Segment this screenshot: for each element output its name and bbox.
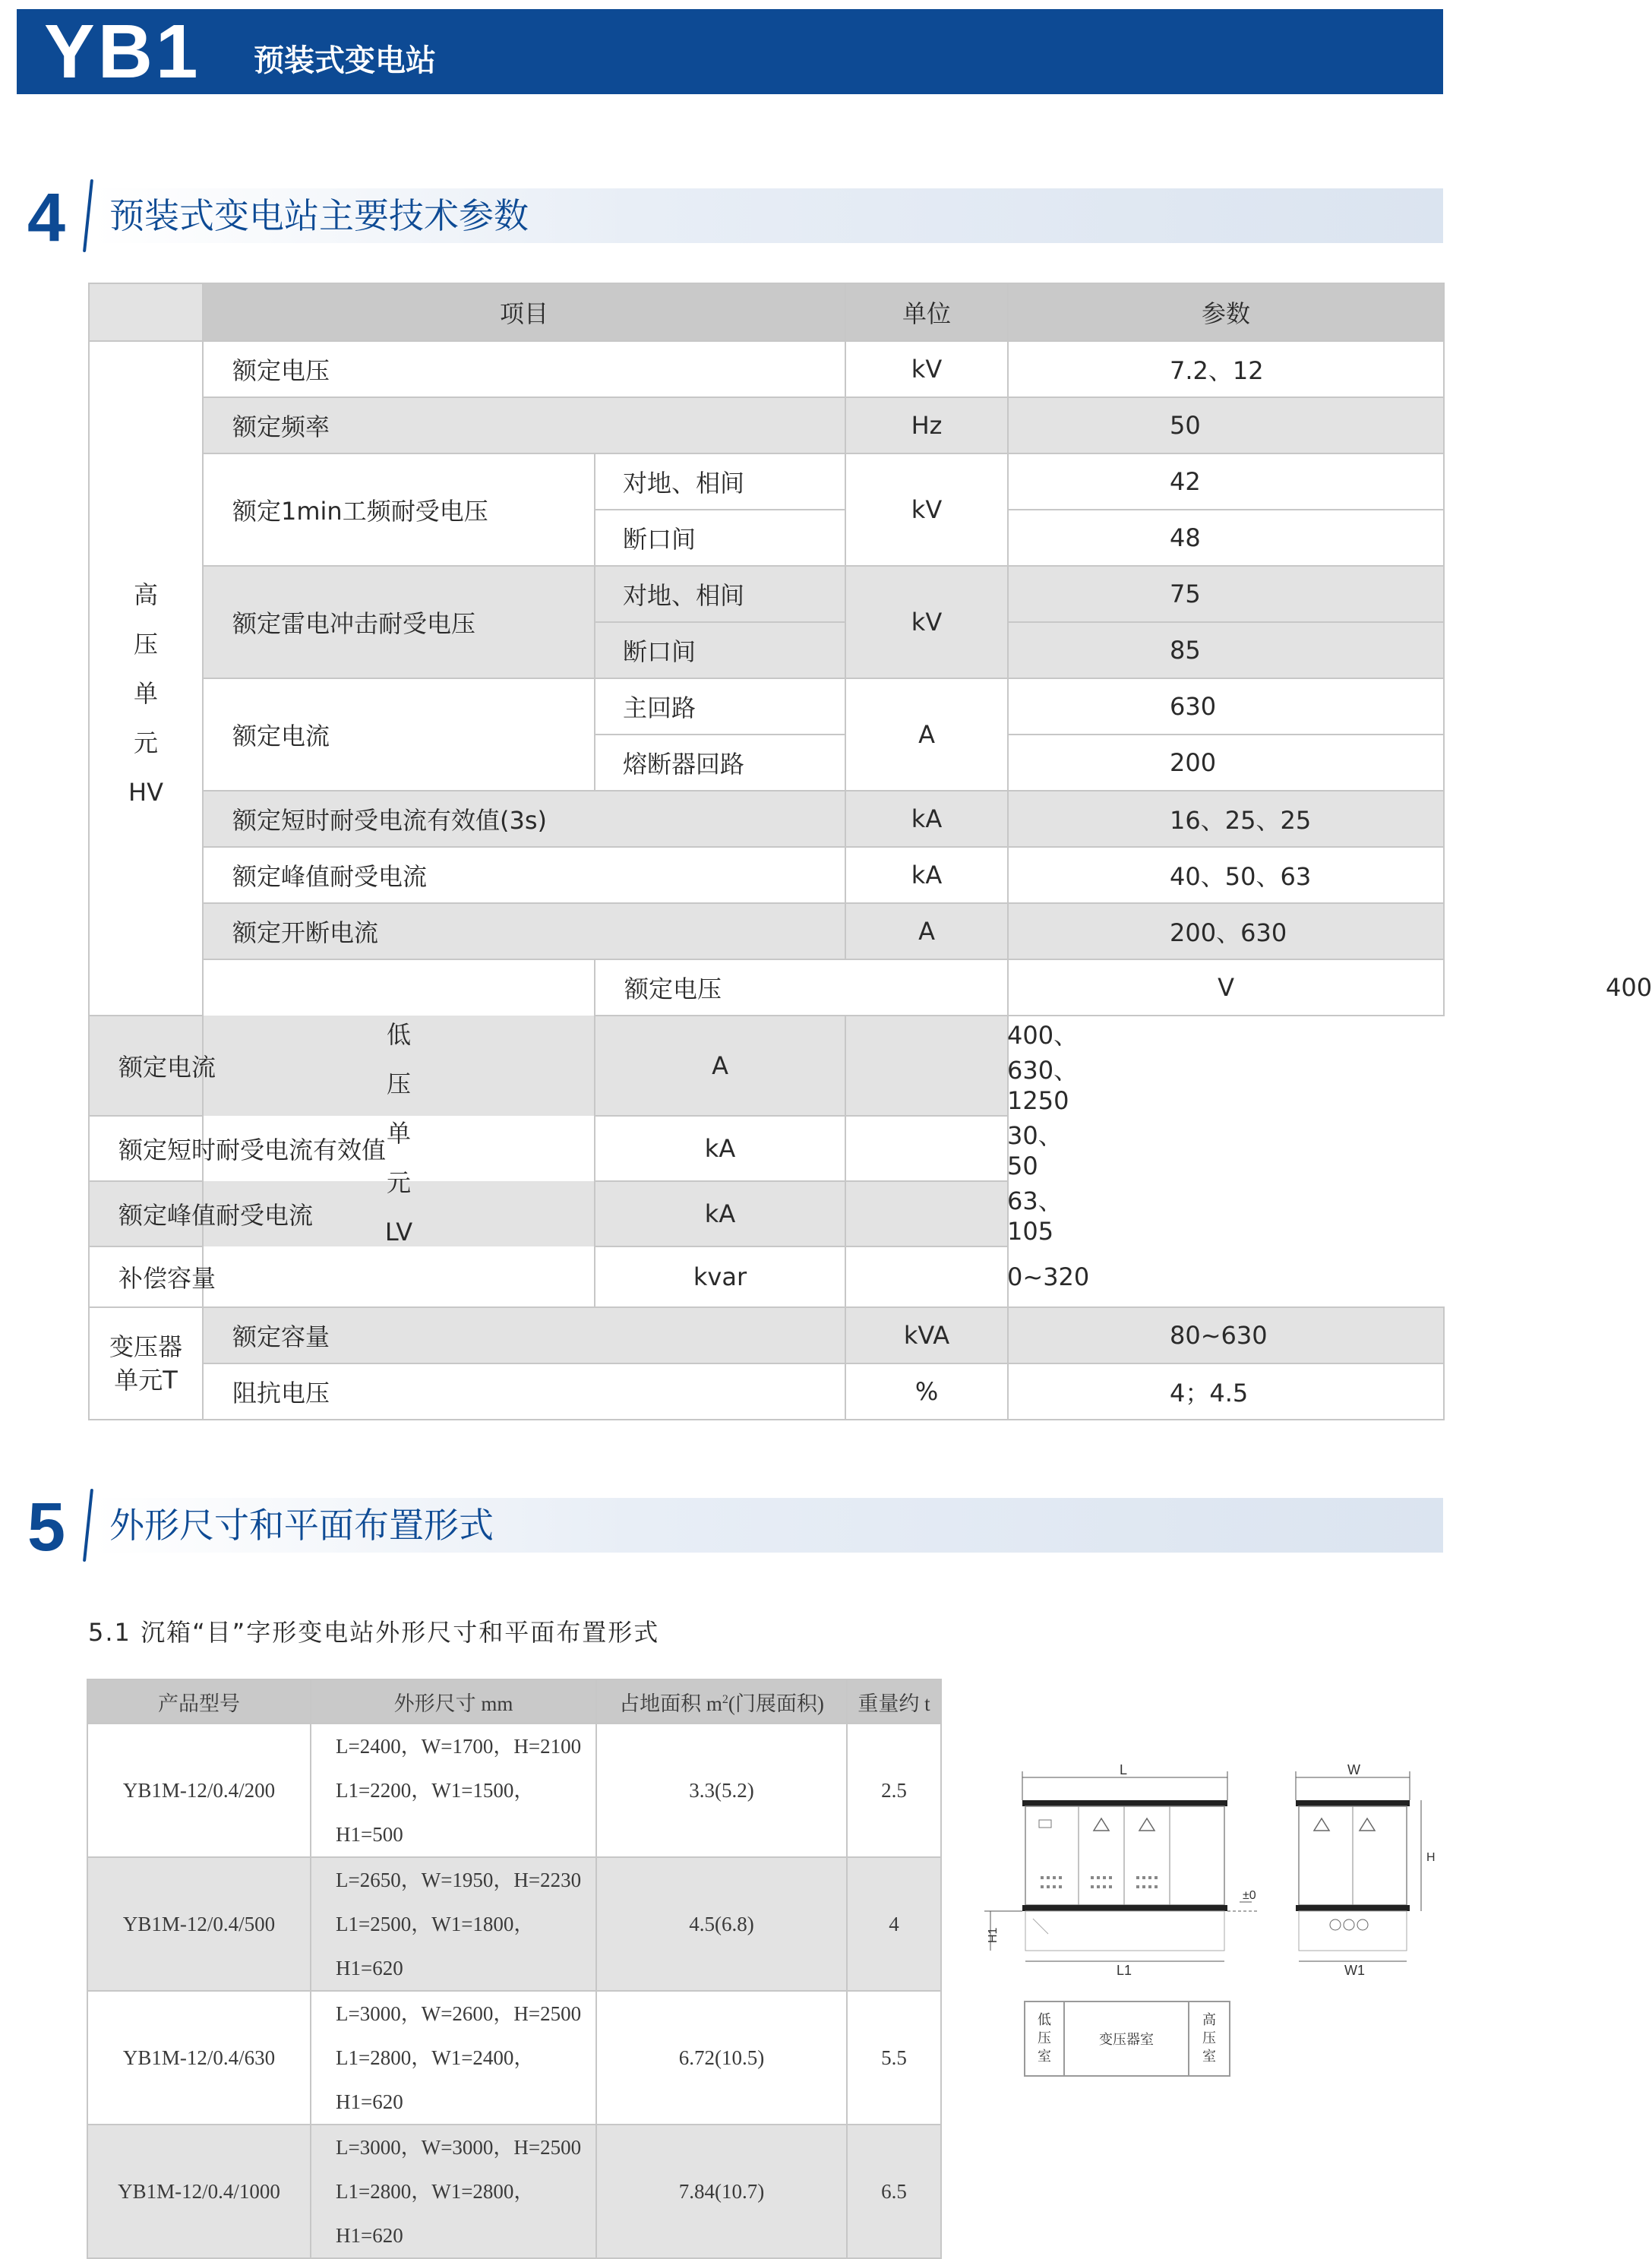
table-row xyxy=(89,1363,1444,1420)
cell-model: YB1M-12/0.4/630 xyxy=(87,1991,311,2125)
header-area-sup: 2 xyxy=(722,1692,728,1706)
cell-value: 630 xyxy=(1008,678,1444,735)
cell-weight: 4 xyxy=(847,1857,941,1991)
cell-value: 16、25、25 xyxy=(1008,791,1444,847)
label-H1: H1 xyxy=(987,1927,1000,1943)
cell-item: 额定峰值耐受电流 xyxy=(203,847,845,903)
cell-size xyxy=(311,1857,596,1991)
section-number: 4 xyxy=(27,180,66,256)
ground-beam xyxy=(1022,1905,1227,1911)
legend-char: 低 xyxy=(1038,2012,1051,2028)
header-area xyxy=(596,1679,847,1723)
side-foundation xyxy=(1299,1911,1407,1951)
cell-unit: kvar xyxy=(595,1246,845,1307)
size-line: L1=2800，W1=2800，H1=620 xyxy=(336,2180,535,2247)
size-line: L=3000，W=2600，H=2500 xyxy=(336,2002,582,2025)
table-row xyxy=(89,341,1444,397)
group-t-line: 变压器 xyxy=(109,1332,182,1361)
warning-icon xyxy=(1094,1818,1109,1831)
cell-unit: A xyxy=(845,903,1008,959)
label-L: L xyxy=(1120,1762,1128,1777)
cell-value: 50 xyxy=(1008,397,1444,453)
slope-line xyxy=(1033,1919,1048,1934)
cell-value: 48 xyxy=(1008,510,1444,566)
warning-icon xyxy=(1360,1818,1375,1831)
cell-unit: kVA xyxy=(845,1307,1008,1363)
cell-item: 额定1min工频耐受电压 xyxy=(203,453,595,566)
roof xyxy=(1022,1800,1227,1806)
cell-area: 4.5(6.8) xyxy=(596,1857,847,1991)
table-row xyxy=(87,1991,941,2125)
label-zero: ±0 xyxy=(1243,1889,1256,1902)
subsection-caption: 5.1 沉箱“目”字形变电站外形尺寸和平面布置形式 xyxy=(88,1618,660,1647)
table-row xyxy=(89,791,1444,847)
table-row xyxy=(89,1116,1444,1181)
cell-unit: % xyxy=(845,1363,1008,1420)
legend-hv-room xyxy=(1189,2002,1229,2075)
group-lv-char: 压 xyxy=(386,1069,411,1098)
cell-value: 0~320 xyxy=(845,1246,1008,1307)
cell-unit: kA xyxy=(845,791,1008,847)
header-model: 产品型号 xyxy=(87,1679,311,1723)
cell-item: 额定电流 xyxy=(89,1016,595,1116)
size-line: L=2400，W=1700，H=2100 xyxy=(336,1735,582,1758)
group-transformer xyxy=(89,1307,203,1420)
section-number: 5 xyxy=(27,1490,66,1566)
header-area-text: 占地面积 m xyxy=(619,1692,722,1715)
header-weight: 重量约 t xyxy=(847,1679,941,1723)
group-hv xyxy=(89,341,203,1016)
group-lv-code: LV xyxy=(384,1217,413,1246)
section-5-heading xyxy=(17,1489,1443,1566)
section-4-heading xyxy=(17,179,1443,256)
label-L1: L1 xyxy=(1117,1963,1132,1978)
cell-item: 额定电压 xyxy=(203,341,845,397)
cell-value: 4；4.5 xyxy=(1008,1363,1444,1420)
table-row xyxy=(89,397,1444,453)
cell-subitem: 断口间 xyxy=(595,622,845,678)
table-row xyxy=(89,847,1444,903)
side-roof xyxy=(1296,1800,1410,1806)
header-area-suffix: (门展面积) xyxy=(728,1692,824,1715)
table-row: 低 压 单 元 LV 额定电压 V 400 xyxy=(89,959,1444,1016)
legend-lv-room xyxy=(1025,2002,1065,2075)
cell-unit: kA xyxy=(595,1116,845,1181)
cable-hole-icon xyxy=(1344,1919,1354,1930)
table-row xyxy=(89,678,1444,735)
legend-char: 压 xyxy=(1038,2030,1051,2046)
table-row xyxy=(89,903,1444,959)
section-divider xyxy=(83,179,93,252)
cell-item: 额定峰值耐受电流 xyxy=(89,1181,595,1246)
cell-value: 63、105 xyxy=(845,1181,1008,1246)
cell-unit: kV xyxy=(845,453,1008,566)
size-line: L1=2200，W1=1500，H1=500 xyxy=(336,1779,535,1846)
table-header-row xyxy=(87,1679,941,1723)
cell-subitem: 主回路 xyxy=(595,678,845,735)
table-header-row xyxy=(89,283,1444,341)
label-W: W xyxy=(1347,1762,1360,1777)
tech-params-table xyxy=(88,283,1652,1420)
cell-value: 80~630 xyxy=(1008,1307,1444,1363)
cell-value: 200 xyxy=(1008,735,1444,791)
warning-icon xyxy=(1139,1818,1155,1831)
group-hv-char: 元 xyxy=(133,728,158,757)
table-row xyxy=(89,1016,1444,1116)
cell-item: 额定频率 xyxy=(203,397,845,453)
cell-value: 42 xyxy=(1008,453,1444,510)
floor-plan-legend xyxy=(1024,2001,1230,2077)
header-blank xyxy=(89,283,203,341)
table-row xyxy=(89,1246,1444,1307)
label-H: H xyxy=(1426,1851,1436,1864)
table-row xyxy=(89,453,1444,510)
legend-char: 室 xyxy=(1202,2049,1216,2065)
front-body xyxy=(1025,1806,1224,1905)
product-model: YB1 xyxy=(44,9,201,94)
group-hv-char: 高 xyxy=(133,580,158,609)
header-bar xyxy=(17,9,1443,94)
cell-item: 补偿容量 xyxy=(89,1246,595,1307)
cell-weight: 6.5 xyxy=(847,2125,941,2258)
cell-value: 85 xyxy=(1008,622,1444,678)
group-t-line: 单元T xyxy=(114,1366,178,1395)
cell-subitem: 熔断器回路 xyxy=(595,735,845,791)
cell-value: 40、50、63 xyxy=(1008,847,1444,903)
cell-subitem: 对地、相间 xyxy=(595,566,845,622)
side-beam xyxy=(1296,1905,1410,1911)
cell-item: 额定短时耐受电流有效值(3s) xyxy=(203,791,845,847)
legend-char: 高 xyxy=(1202,2012,1216,2028)
cell-unit: V xyxy=(1008,959,1444,1016)
header-unit: 单位 xyxy=(845,283,1008,341)
group-hv-code: HV xyxy=(128,777,163,807)
cell-unit: A xyxy=(845,678,1008,791)
cell-size xyxy=(311,1723,596,1857)
cable-hole-icon xyxy=(1330,1919,1341,1930)
cell-value: 30、50 xyxy=(845,1116,1008,1181)
cell-item: 额定短时耐受电流有效值 xyxy=(89,1116,595,1181)
cell-unit: kA xyxy=(595,1181,845,1246)
cell-value: 200、630 xyxy=(1008,903,1444,959)
cell-area: 6.72(10.5) xyxy=(596,1991,847,2125)
group-hv-char: 单 xyxy=(133,678,158,708)
group-lv-char: 元 xyxy=(386,1167,411,1197)
cell-item: 额定电压 xyxy=(595,959,1008,1016)
cell-item: 阻抗电压 xyxy=(203,1363,845,1420)
cell-unit: Hz xyxy=(845,397,1008,453)
dimensions-table xyxy=(87,1679,942,2259)
table-row xyxy=(87,1857,941,1991)
cell-area: 7.84(10.7) xyxy=(596,2125,847,2258)
cable-hole-icon xyxy=(1357,1919,1368,1930)
size-line: L=3000，W=3000，H=2500 xyxy=(336,2136,582,2159)
table-row xyxy=(87,2125,941,2258)
vent-grille xyxy=(1041,1876,1158,1888)
header-param: 参数 xyxy=(1008,283,1444,341)
product-title: 预装式变电站 xyxy=(254,43,436,78)
cell-unit: A xyxy=(595,1016,845,1116)
size-line: L1=2800，W1=2400，H1=620 xyxy=(336,2046,535,2113)
table-row xyxy=(89,1307,1444,1363)
cell-value: 400、630、1250 xyxy=(845,1016,1008,1116)
cell-subitem: 断口间 xyxy=(595,510,845,566)
cell-unit: kA xyxy=(845,847,1008,903)
legend-transformer-room: 变压器室 xyxy=(1065,2002,1189,2075)
cell-unit: kV xyxy=(845,566,1008,678)
cell-weight: 2.5 xyxy=(847,1723,941,1857)
nameplate-icon xyxy=(1039,1820,1051,1828)
cell-area: 3.3(5.2) xyxy=(596,1723,847,1857)
cell-item: 额定容量 xyxy=(203,1307,845,1363)
section-title: 外形尺寸和平面布置形式 xyxy=(109,1505,494,1546)
group-lv-char: 低 xyxy=(386,1019,411,1049)
foundation xyxy=(1025,1911,1224,1951)
group-lv-char: 单 xyxy=(386,1118,411,1148)
legend-char: 室 xyxy=(1038,2049,1051,2065)
cell-item: 额定电流 xyxy=(203,678,595,791)
section-divider xyxy=(83,1489,93,1562)
table-row xyxy=(89,566,1444,622)
header-size: 外形尺寸 mm xyxy=(311,1679,596,1723)
cell-model: YB1M-12/0.4/500 xyxy=(87,1857,311,1991)
cell-size xyxy=(311,1991,596,2125)
group-hv-char: 压 xyxy=(133,629,158,659)
cell-value: 7.2、12 xyxy=(1008,341,1444,397)
cell-item: 额定雷电冲击耐受电压 xyxy=(203,566,595,678)
cell-unit: kV xyxy=(845,341,1008,397)
cell-item: 额定开断电流 xyxy=(203,903,845,959)
size-line: L=2650，W=1950，H=2230 xyxy=(336,1869,582,1891)
table-row xyxy=(87,1723,941,1857)
cell-value: 75 xyxy=(1008,566,1444,622)
cell-subitem: 对地、相间 xyxy=(595,453,845,510)
header-item: 项目 xyxy=(203,283,845,341)
cell-model: YB1M-12/0.4/200 xyxy=(87,1723,311,1857)
cell-model: YB1M-12/0.4/1000 xyxy=(87,2125,311,2258)
cell-weight: 5.5 xyxy=(847,1991,941,2125)
label-W1: W1 xyxy=(1344,1963,1365,1978)
table-row xyxy=(89,1181,1444,1246)
legend-char: 压 xyxy=(1202,2030,1216,2046)
section-title: 预装式变电站主要技术参数 xyxy=(109,195,529,236)
cell-size xyxy=(311,2125,596,2258)
size-line: L1=2500，W1=1800，H1=620 xyxy=(336,1913,535,1979)
warning-icon xyxy=(1314,1818,1329,1831)
